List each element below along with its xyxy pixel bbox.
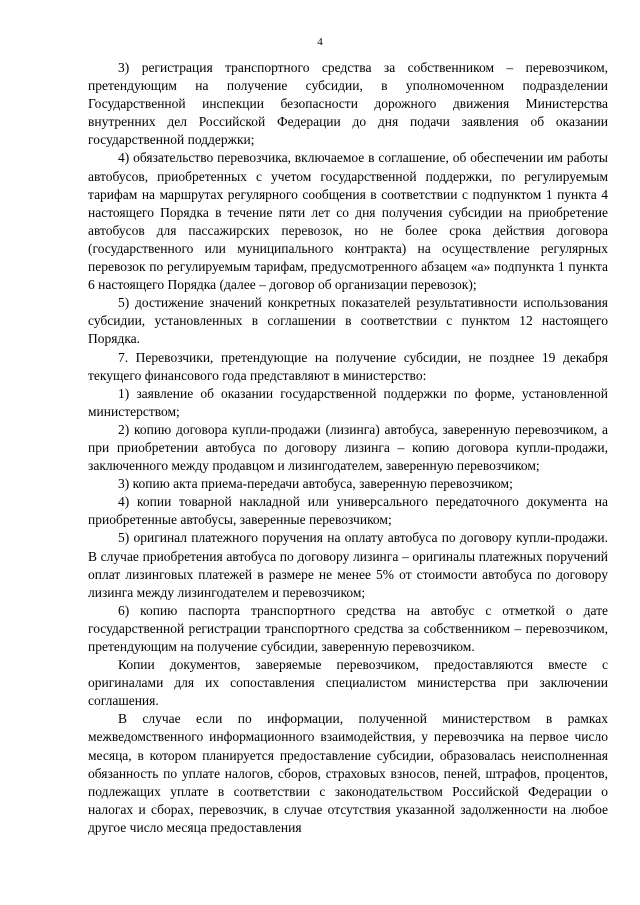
paragraph-doc-6: 6) копию паспорта транспортного средства на автобус с отметкой о дате государственной регистрации транспортного средства за собственником – перевозчиком, претендующим на получение субсидии, заверенную перевозчиком.: [88, 602, 608, 654]
paragraph-doc-2: 2) копию договора купли-продажи (лизинга) автобуса, заверенную перевозчиком, а при приобретении автобуса по договору лизинга – копию договора купли-продажи, заключенного между продавцом и лизингодателем, заверенную перевозчиком;: [88, 421, 608, 474]
page-number: 4: [317, 36, 323, 48]
paragraph-item-5: 5) достижение значений конкретных показателей результативности использования субсидии, установленных в соглашении в соответствии с пунктом 12 настоящего Порядка.: [88, 295, 608, 347]
paragraph-section-7: 7. Перевозчики, претендующие на получение субсидии, не позднее 19 декабря текущего финансового года представляют в министерство:: [88, 349, 608, 383]
paragraph-doc-4: 4) копии товарной накладной или универсального передаточного документа на приобретенные автобусы, заверенные перевозчиком;: [88, 494, 608, 528]
paragraph-item-3: 3) регистрация транспортного средства за собственником – перевозчиком, претендующим на получение субсидии, в уполномоченном подразделении Государственной инспекции безопасности дорожного движения Министерства внутренних дел Российской Федерации до дня подачи заявления об оказании государственной поддержки;: [88, 60, 608, 148]
paragraph-doc-1: 1) заявление об оказании государственной поддержки по форме, установленной министерством;: [88, 385, 608, 419]
paragraph-copies-note: Копии документов, заверяемые перевозчиком, предоставляются вместе с оригиналами для их сопоставления специалистом министерства при заключении соглашения.: [88, 657, 608, 709]
document-body: [88, 59, 608, 837]
paragraph-item-4: 4) обязательство перевозчика, включаемое в соглашение, об обеспечении им работы автобусов, приобретенных с учетом государственной поддержки, по регулируемым тарифам на маршрутах регулярного сообщения в соответствии с подпунктом 1 пункта 4 настоящего Порядка в течение пяти лет со дня получения субсидии на приобретение автобусов для пассажирских перевозок, но не более срока действия договора (государственного или муниципального контракта) на осуществление регулярных перевозок по регулируемым тарифам, предусмотренного абзацем «а» подпункта 1 пункта 6 настоящего Порядка (далее – договор об организации перевозок);: [88, 150, 608, 293]
paragraph-doc-3: 3) копию акта приема-передачи автобуса, заверенную перевозчиком;: [118, 476, 513, 492]
paragraph-debt-case: В случае если по информации, полученной министерством в рамках межведомственного информационного взаимодействия, у перевозчика на первое число месяца, в котором планируется предоставление субсидии, образовалась неисполненная обязанность по уплате налогов, сборов, страховых взносов, пеней, штрафов, процентов, подлежащих уплате в соответствии с законодательством Российской Федерации о налогах и сборах, перевозчик, в случае отсутствия указанной задолженности на любое другое число месяца предоставления: [88, 711, 608, 835]
paragraph-doc-5: 5) оригинал платежного поручения на оплату автобуса по договору купли-продажи. В случае приобретения автобуса по договору лизинга – оригиналы платежных поручений оплат лизинговых платежей в размере не менее 5% от стоимости автобуса по договору лизинга между лизингодателем и перевозчиком;: [88, 530, 608, 600]
